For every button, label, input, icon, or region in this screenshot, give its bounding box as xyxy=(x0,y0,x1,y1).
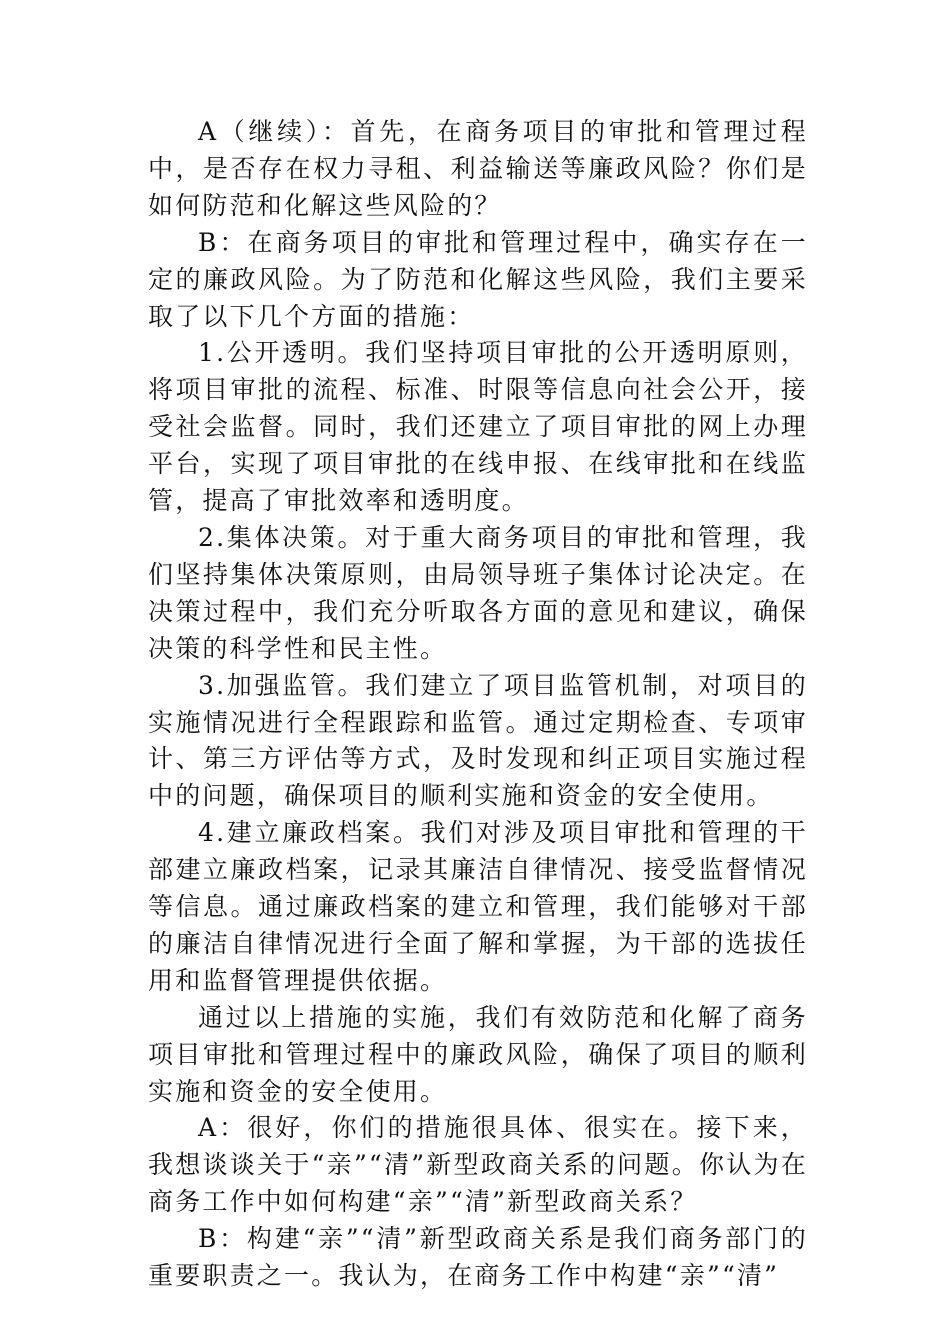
paragraph-measure-2: 2.集体决策。对于重大商务项目的审批和管理，我们坚持集体决策原则，由局领导班子集体讨论决定。在决策过程中，我们充分听取各方面的意见和建议，确保决策的科学性和民主性。 xyxy=(148,522,808,663)
paragraph-measure-1: 1.公开透明。我们坚持项目审批的公开透明原则，将项目审批的流程、标准、时限等信息向社会公开，接受社会监督。同时，我们还建立了项目审批的网上办理平台，实现了项目审批的在线申报、在线审批和在线监管，提高了审批效率和透明度。 xyxy=(148,338,808,516)
paragraph-measure-4: 4.建立廉政档案。我们对涉及项目审批和管理的干部建立廉政档案，记录其廉洁自律情况、接受监督情况等信息。通过廉政档案的建立和管理，我们能够对干部的廉洁自律情况进行全面了解和掌握，为干部的选拔任用和监督管理提供依据。 xyxy=(148,818,808,995)
document-body xyxy=(148,114,808,1295)
paragraph-question-a-continued: A（继续）：首先，在商务项目的审批和管理过程中，是否存在权力寻租、利益输送等廉政风险？你们是如何防范和化解这些风险的？ xyxy=(148,117,808,220)
paragraph-answer-b-relations: B：构建“亲”“清”新型政商关系是我们商务部门的重要职责之一。我认为，在商务工作中构建“亲”“清” xyxy=(148,1224,808,1291)
paragraph-question-a-relations: A：很好，你们的措施很具体、很实在。接下来，我想谈谈关于“亲”“清”新型政商关系的问题。你认为在商务工作中如何构建“亲”“清”新型政商关系？ xyxy=(148,1113,808,1217)
paragraph-measure-3: 3.加强监管。我们建立了项目监管机制，对项目的实施情况进行全程跟踪和监管。通过定期检查、专项审计、第三方评估等方式，及时发现和纠正项目实施过程中的问题，确保项目的顺利实施和资金的安全使用。 xyxy=(148,670,808,811)
paragraph-answer-b-intro: B：在商务项目的审批和管理过程中，确实存在一定的廉政风险。为了防范和化解这些风险，我们主要采取了以下几个方面的措施： xyxy=(148,227,808,331)
paragraph-summary: 通过以上措施的实施，我们有效防范和化解了商务项目审批和管理过程中的廉政风险，确保了项目的顺利实施和资金的安全使用。 xyxy=(148,1002,808,1106)
